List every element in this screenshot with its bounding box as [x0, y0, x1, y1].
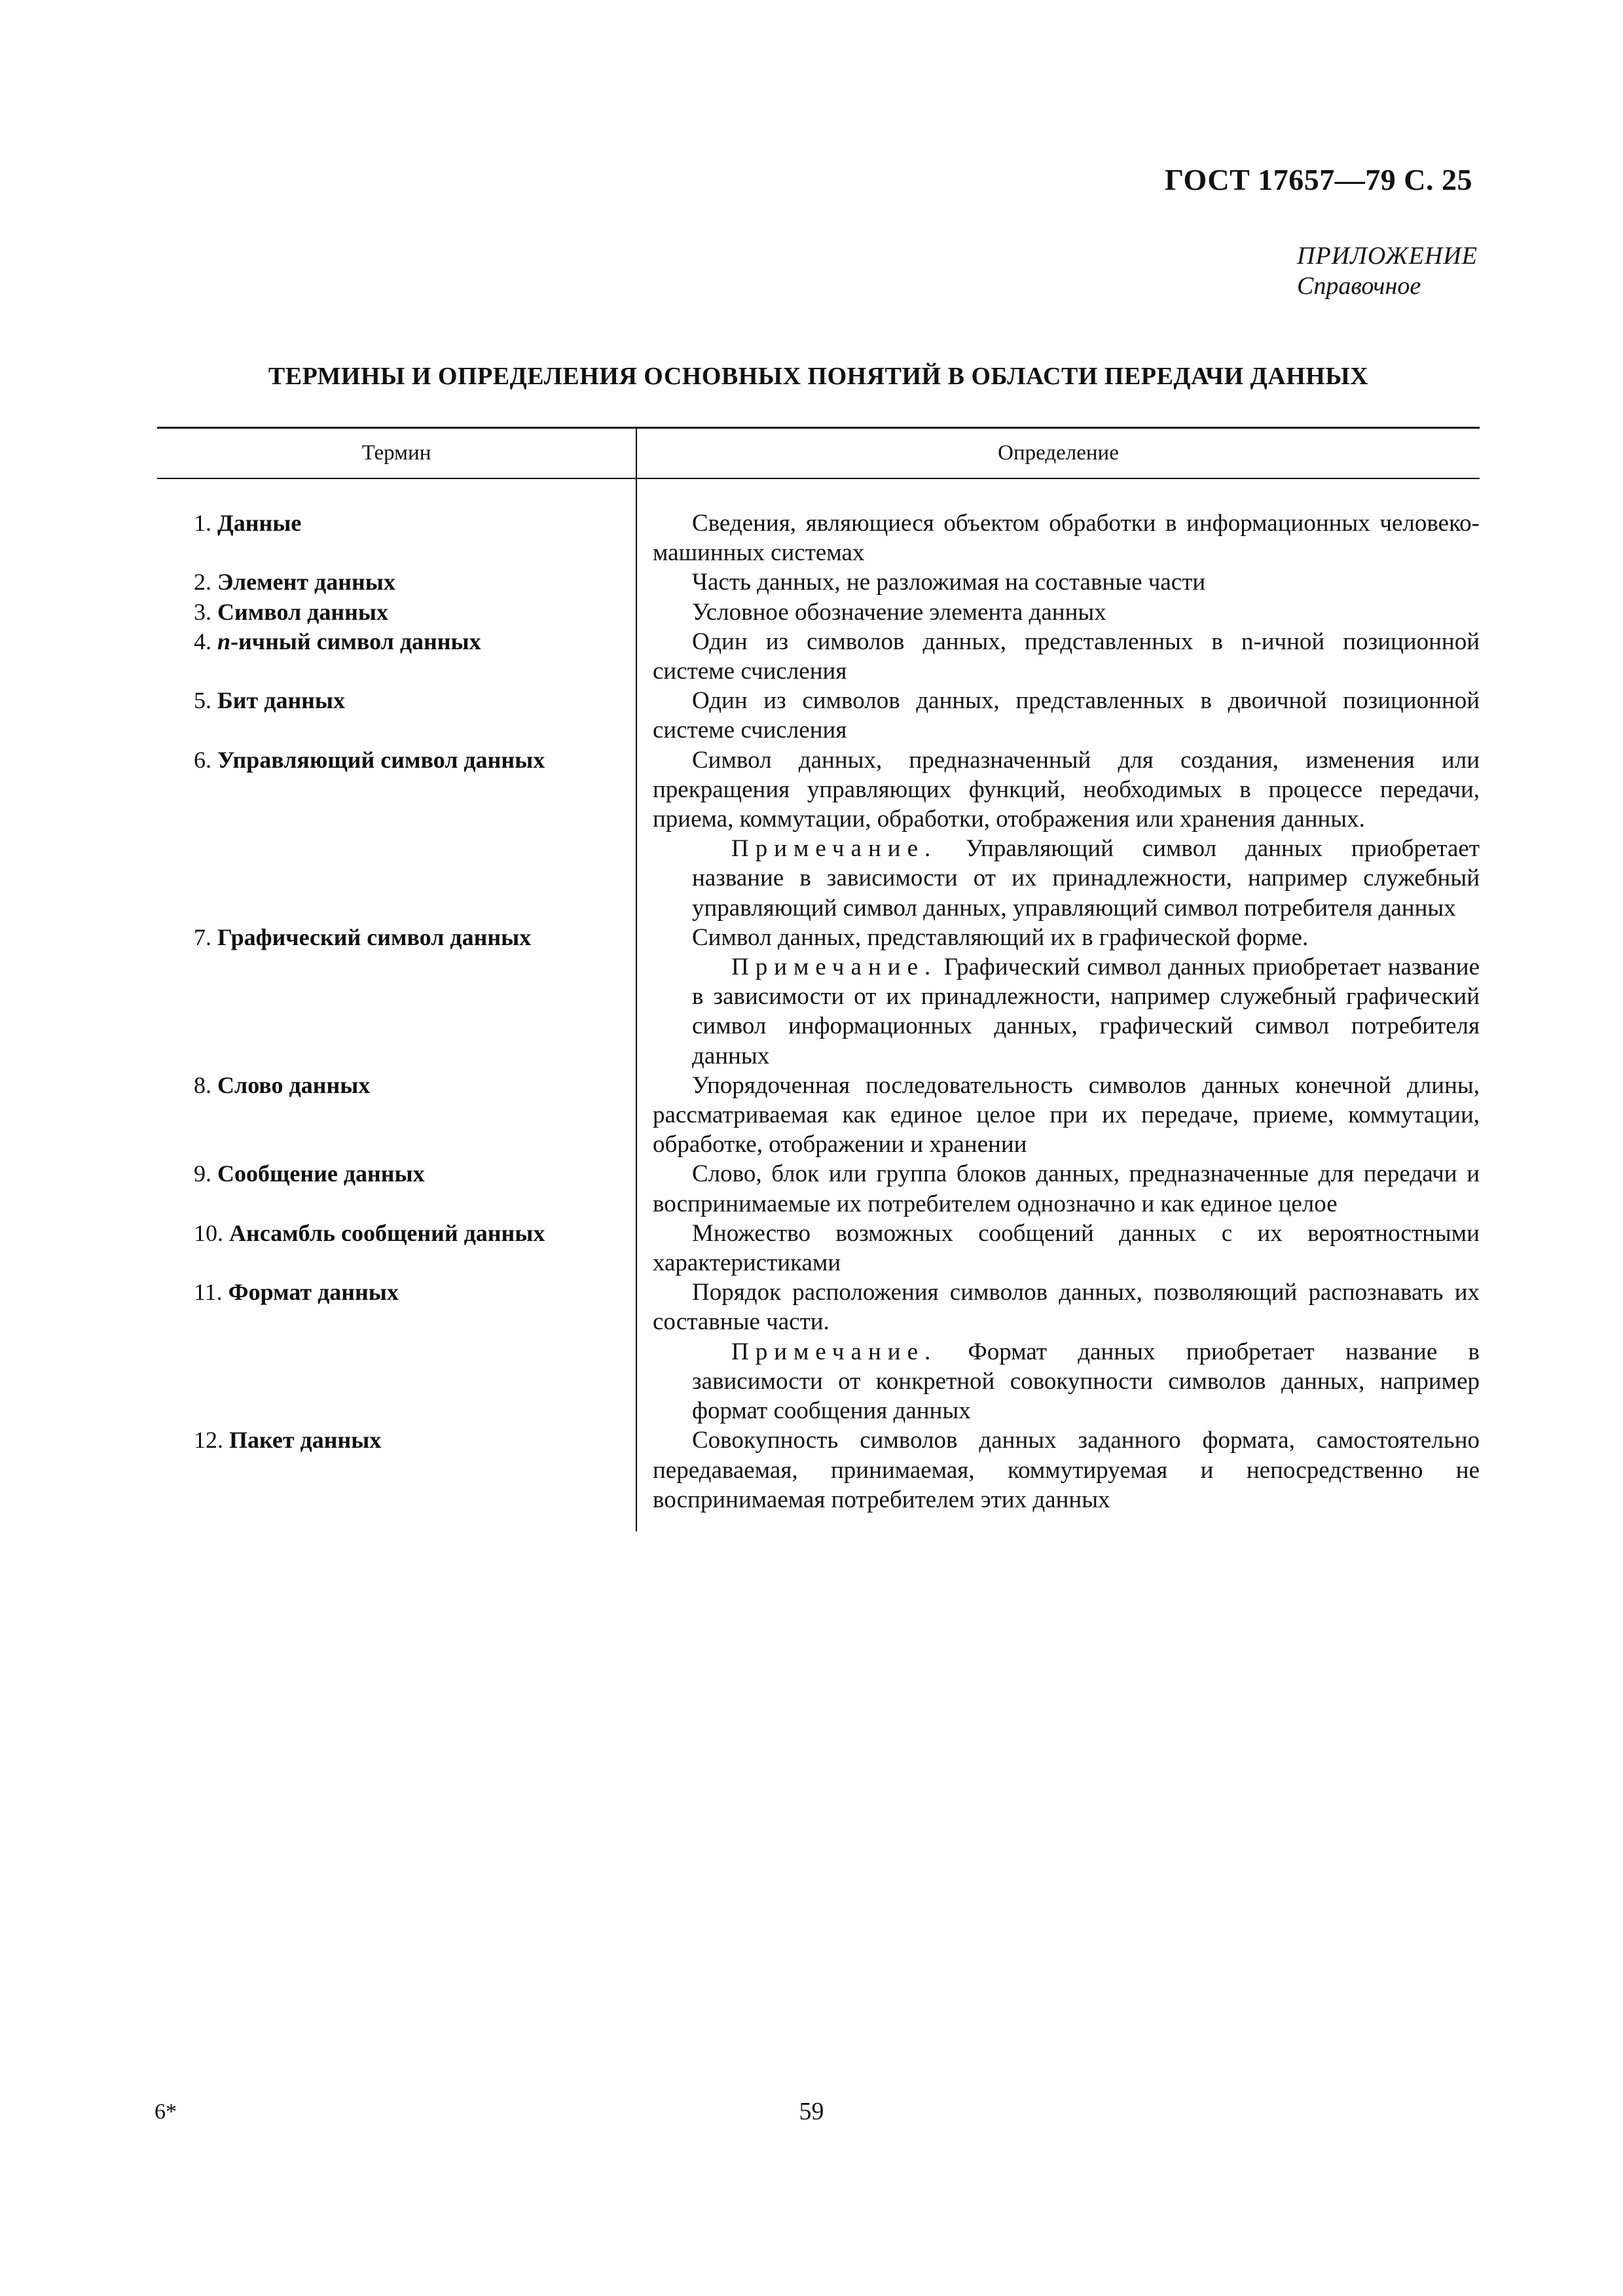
- table-row: [157, 686, 1480, 745]
- term-cell: [157, 1159, 636, 1218]
- terms-table: [157, 427, 1480, 1532]
- table-row: [157, 923, 1480, 1071]
- term-cell: [157, 598, 636, 627]
- term-number: 10.: [194, 1219, 223, 1246]
- appendix-title: ПРИЛОЖЕНИЕ: [1297, 242, 1478, 270]
- note-text: Управляющий символ данных приобретает название в зависимости от их принадлежности, например служебный управляющий символ данных, управляющий символ потребителя данных: [692, 835, 1480, 922]
- appendix-label: [1297, 241, 1478, 301]
- definition-text: Слово, блок или группа блоков данных, предназначенные для передачи и воспринимаемые их потребителем однозначно и как единое целое: [653, 1160, 1480, 1217]
- term-cell: [157, 567, 636, 597]
- term-name: Формат данных: [228, 1279, 399, 1306]
- term-name: -ичный символ данных: [230, 628, 481, 655]
- definition-cell: [636, 478, 1480, 567]
- note-label: Примечание.: [731, 954, 938, 981]
- term-name: Элемент данных: [217, 569, 395, 596]
- term-number: 12.: [194, 1427, 223, 1454]
- document-title: ТЕРМИНЫ И ОПРЕДЕЛЕНИЯ ОСНОВНЫХ ПОНЯТИЙ В ОБЛАСТИ ПЕРЕДАЧИ ДАННЫХ: [268, 363, 1369, 390]
- definition-cell: [636, 1071, 1480, 1160]
- terms-body: [157, 478, 1480, 1532]
- term-number: 3.: [194, 598, 211, 625]
- table-row: [157, 1071, 1480, 1160]
- footer-sheet-mark: 6*: [155, 2100, 177, 2124]
- term-cell: [157, 686, 636, 745]
- term-name: Бит данных: [217, 687, 346, 714]
- appendix-subtitle: Справочное: [1297, 272, 1421, 300]
- definition-text: Символ данных, представляющий их в графической форме.: [692, 924, 1309, 951]
- definition-cell: [636, 1278, 1480, 1426]
- term-name: Слово данных: [217, 1071, 371, 1098]
- table-header-row: [157, 428, 1480, 479]
- definition-note: [653, 1337, 1480, 1426]
- term-cell: [157, 627, 636, 686]
- definition-text: Один из символов данных, представленных в n-ичной позиционной системе счисления: [653, 628, 1480, 685]
- note-text: Формат данных приобретает название в зависимости от конкретной совокупности символов данных, например формат сообщения данных: [692, 1338, 1480, 1425]
- definition-cell: [636, 1219, 1480, 1278]
- table-row: [157, 745, 1480, 923]
- definition-text: Часть данных, не разложимая на составные части: [692, 569, 1206, 596]
- definition-note: [653, 952, 1480, 1071]
- term-cell: [157, 478, 636, 567]
- term-cell: [157, 1071, 636, 1160]
- term-name: Пакет данных: [229, 1427, 382, 1454]
- note-label: Примечание.: [731, 835, 938, 863]
- note-text: Графический символ данных приобретает название в зависимости от их принадлежности, например служебный графический символ информационных данных, графический символ потребителя данных: [692, 954, 1480, 1069]
- term-prefix: n: [217, 628, 231, 655]
- definition-cell: [636, 1426, 1480, 1532]
- table-row: [157, 478, 1480, 567]
- definition-cell: [636, 686, 1480, 745]
- term-number: 5.: [194, 687, 211, 714]
- term-number: 9.: [194, 1160, 211, 1187]
- definition-text: Сведения, являющиеся объектом обработки в информационных человеко-машинных системах: [653, 510, 1480, 567]
- table-row: [157, 627, 1480, 686]
- definition-text: Порядок расположения символов данных, позволяющий распознавать их составные части.: [653, 1279, 1480, 1336]
- term-cell: [157, 1219, 636, 1278]
- definition-cell: [636, 745, 1480, 923]
- term-number: 8.: [194, 1071, 211, 1098]
- table-row: [157, 1278, 1480, 1426]
- definition-cell: [636, 1159, 1480, 1218]
- term-number: 1.: [194, 510, 211, 536]
- page-header-gost: ГОСТ 17657—79 С. 25: [1164, 163, 1472, 196]
- term-cell: [157, 923, 636, 1071]
- term-name: Данные: [217, 510, 302, 536]
- definition-cell: [636, 923, 1480, 1071]
- table-row: [157, 1219, 1480, 1278]
- definition-note: [653, 834, 1480, 923]
- definition-text: Упорядоченная последовательность символов данных конечной длины, рассматриваемая как единое целое при их передаче, приеме, коммутации, обработке, отображении и хранении: [653, 1071, 1480, 1158]
- term-cell: [157, 1278, 636, 1426]
- definition-cell: [636, 627, 1480, 686]
- page-number: 59: [799, 2098, 824, 2125]
- definition-text: Символ данных, предназначенный для создания, изменения или прекращения управляющих функций, необходимых в процессе передачи, приема, коммутации, обработки, отображения или хранения данных.: [653, 746, 1480, 833]
- definition-cell: [636, 598, 1480, 627]
- definition-cell: [636, 567, 1480, 597]
- term-number: 11.: [194, 1279, 223, 1306]
- note-label: Примечание.: [731, 1338, 938, 1365]
- definition-text: Множество возможных сообщений данных с их вероятностными характеристиками: [653, 1219, 1480, 1277]
- term-name: Управляющий символ данных: [217, 746, 545, 773]
- term-number: 7.: [194, 924, 211, 950]
- term-name: Графический символ данных: [217, 924, 532, 950]
- term-number: 2.: [194, 569, 211, 596]
- term-name: Символ данных: [217, 598, 388, 625]
- term-name: Сообщение данных: [217, 1160, 425, 1187]
- definition-text: Совокупность символов данных заданного формата, самостоятельно передаваемая, принимаемая, коммутируемая и непосредственно не воспринимаемая потребителем этих данных: [653, 1427, 1480, 1513]
- column-header-term: Термин: [157, 428, 636, 479]
- table-row: [157, 567, 1480, 597]
- definition-text: Один из символов данных, представленных в двоичной позиционной системе счисления: [653, 687, 1480, 744]
- table-row: [157, 1426, 1480, 1532]
- term-number: 6.: [194, 746, 211, 773]
- term-name: Ансамбль сообщений данных: [229, 1219, 545, 1246]
- definition-text: Условное обозначение элемента данных: [692, 598, 1106, 626]
- term-cell: [157, 745, 636, 923]
- term-cell: [157, 1426, 636, 1532]
- column-header-definition: Определение: [636, 428, 1480, 479]
- table-row: [157, 598, 1480, 627]
- term-number: 4.: [194, 628, 211, 655]
- table-row: [157, 1159, 1480, 1218]
